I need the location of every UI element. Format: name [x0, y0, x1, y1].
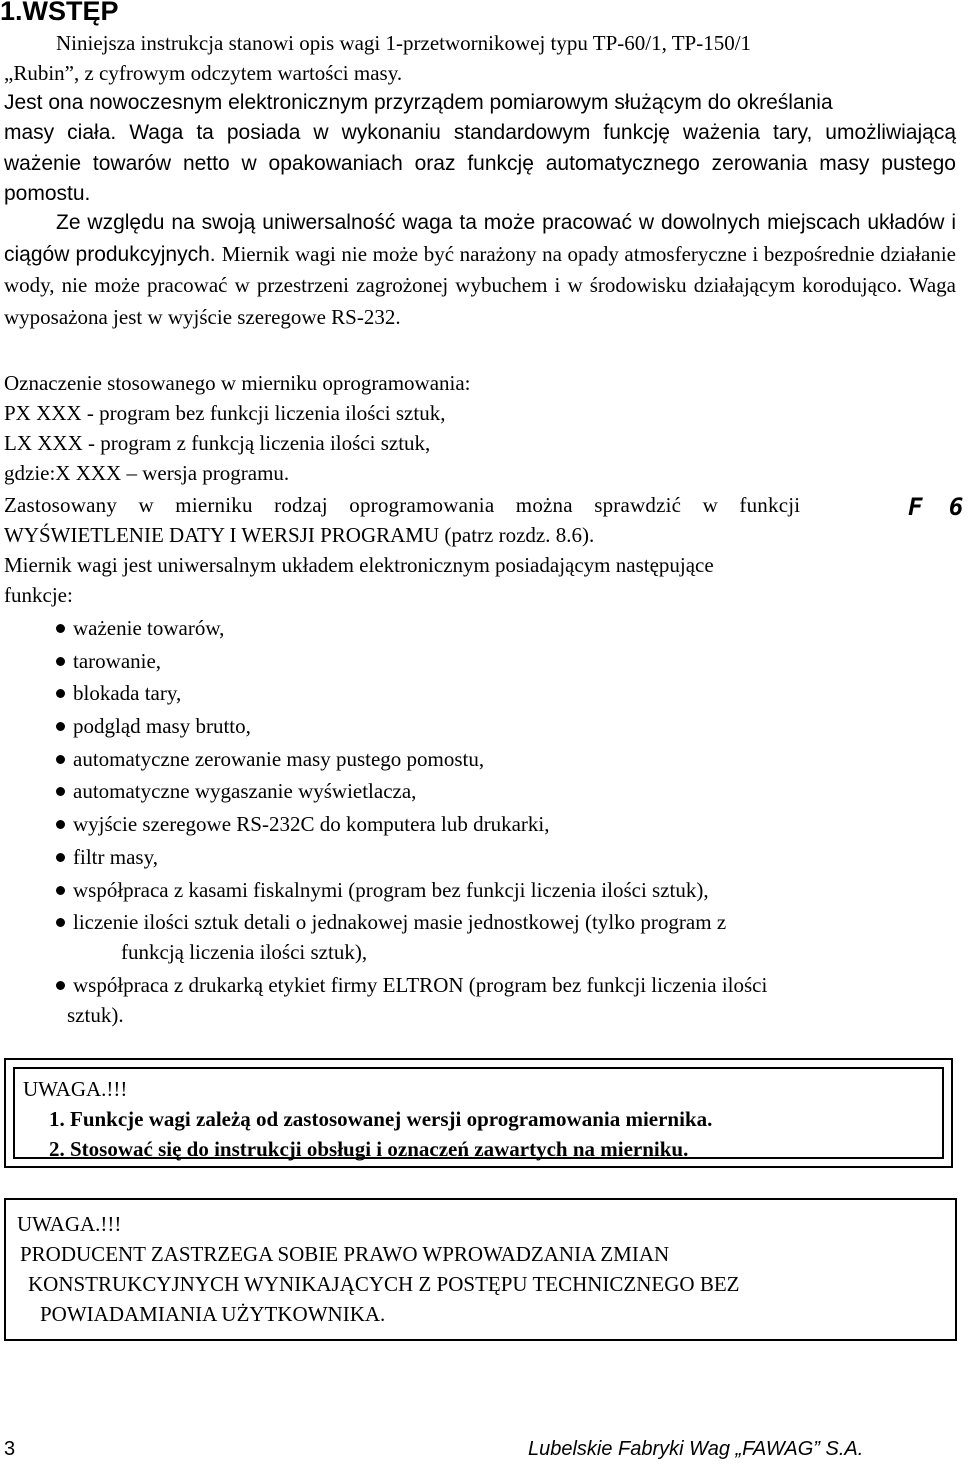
footer-company: Lubelskie Fabryki Wag „FAWAG” S.A.	[528, 1438, 864, 1460]
notice-item-1: 1. Funkcje wagi zależą od zastosowanej wersji oprogramowania miernika.	[49, 1107, 713, 1131]
list-item: blokada tary,	[0, 678, 956, 708]
bullet-icon	[56, 820, 65, 829]
bullet-icon	[56, 722, 65, 731]
intro-line-2: „Rubin”, z cyfrowym odczytem wartości masy.	[4, 61, 403, 85]
bullet-icon	[56, 853, 65, 862]
notice-box-software	[4, 1058, 953, 1168]
feature-list	[0, 613, 956, 1033]
intro-restrictions-text: Miernik wagi nie może być narażony na opady atmosferyczne i bezpośrednie działanie wody, nie może pracować w przestrzeni zagrożonej wybuchem i w środowisku działającym korodująco. Waga wyposażona jest w wyjście szeregowe RS-232.	[4, 241, 956, 329]
intro-tare-text: Waga ta posiada w wykonaniu standardowym funkcję ważenia tary, umożliwiającą ważenie towarów netto w opakowaniach oraz funkcję automatycznego zerowania masy pustego pomostu.	[4, 121, 956, 205]
bullet-icon	[56, 624, 65, 633]
universal-line-1: Miernik wagi jest uniwersalnym układem elektronicznym posiadającym następujące	[4, 553, 714, 577]
list-item: tarowanie,	[0, 646, 956, 676]
bullet-icon	[56, 657, 65, 666]
software-check-line-2: WYŚWIETLENIE DATY I WERSJI PROGRAMU (patrz rozdz. 8.6).	[4, 523, 595, 547]
software-lx: LX XXX - program z funkcją liczenia ilości sztuk,	[4, 431, 431, 455]
bullet-icon	[56, 755, 65, 764]
intro-line-3: Jest ona nowoczesnym elektronicznym przyrządem pomiarowym służącym do określania	[4, 91, 833, 114]
list-item: automatyczne wygaszanie wyświetlacza,	[0, 776, 956, 806]
bullet-icon	[56, 886, 65, 895]
producer-line-1: PRODUCENT ZASTRZEGA SOBIE PRAWO WPROWADZANIA ZMIAN	[20, 1242, 670, 1266]
software-px: PX XXX - program bez funkcji liczenia ilości sztuk,	[4, 401, 446, 425]
notice-title: UWAGA.!!!	[17, 1212, 122, 1236]
list-item: podgląd masy brutto,	[0, 711, 956, 741]
display-code-f6: F 6	[908, 493, 969, 521]
list-item: filtr masy,	[0, 842, 956, 872]
list-item: liczenie ilości sztuk detali o jednakowej masie jednostkowej (tylko program z funkcją liczenia ilości sztuk),	[0, 907, 956, 967]
list-item: automatyczne zerowanie masy pustego pomostu,	[0, 744, 956, 774]
software-label: Oznaczenie stosowanego w mierniku oprogramowania:	[4, 371, 471, 395]
universal-line-2: funkcje:	[4, 583, 73, 607]
notice-box-producer	[4, 1198, 957, 1341]
intro-universal-text: Ze względu na swoją uniwersalność waga ta może pracować w dowolnych miejscach układów i ciągów produkcyjnych.	[4, 211, 956, 266]
intro-line-4a: masy ciała.	[4, 121, 117, 144]
notice-title: UWAGA.!!!	[23, 1077, 128, 1101]
list-item: ważenie towarów,	[0, 613, 956, 643]
intro-paragraph-2	[4, 118, 956, 210]
bullet-icon	[56, 981, 65, 990]
section-heading: 1.WSTĘP	[0, 0, 119, 26]
software-where: gdzie:X XXX – wersja programu.	[4, 461, 290, 485]
bullet-icon	[56, 918, 65, 927]
software-check-line: Zastosowany w mierniku rodzaj oprogramowania można sprawdzić w funkcji	[4, 493, 801, 517]
page-number: 3	[4, 1438, 16, 1460]
bullet-icon	[56, 787, 65, 796]
producer-line-2: KONSTRUKCYJNYCH WYNIKAJĄCYCH Z POSTĘPU TECHNICZNEGO BEZ	[28, 1272, 740, 1296]
list-item: wyjście szeregowe RS-232C do komputera lub drukarki,	[0, 809, 956, 839]
intro-line-1: Niniejsza instrukcja stanowi opis wagi 1-przetwornikowej typu TP-60/1, TP-150/1	[56, 31, 752, 55]
bullet-icon	[56, 689, 65, 698]
intro-paragraph-3	[4, 208, 956, 333]
notice-item-2: 2. Stosować się do instrukcji obsługi i oznaczeń zawartych na mierniku.	[49, 1137, 689, 1161]
list-item: współpraca z drukarką etykiet firmy ELTRON (program bez funkcji liczenia ilości sztuk).	[0, 970, 956, 1030]
producer-line-3: POWIADAMIANIA UŻYTKOWNIKA.	[40, 1302, 386, 1326]
notice-box-inner-frame	[13, 1067, 944, 1159]
list-item: współpraca z kasami fiskalnymi (program bez funkcji liczenia ilości sztuk),	[0, 875, 956, 905]
